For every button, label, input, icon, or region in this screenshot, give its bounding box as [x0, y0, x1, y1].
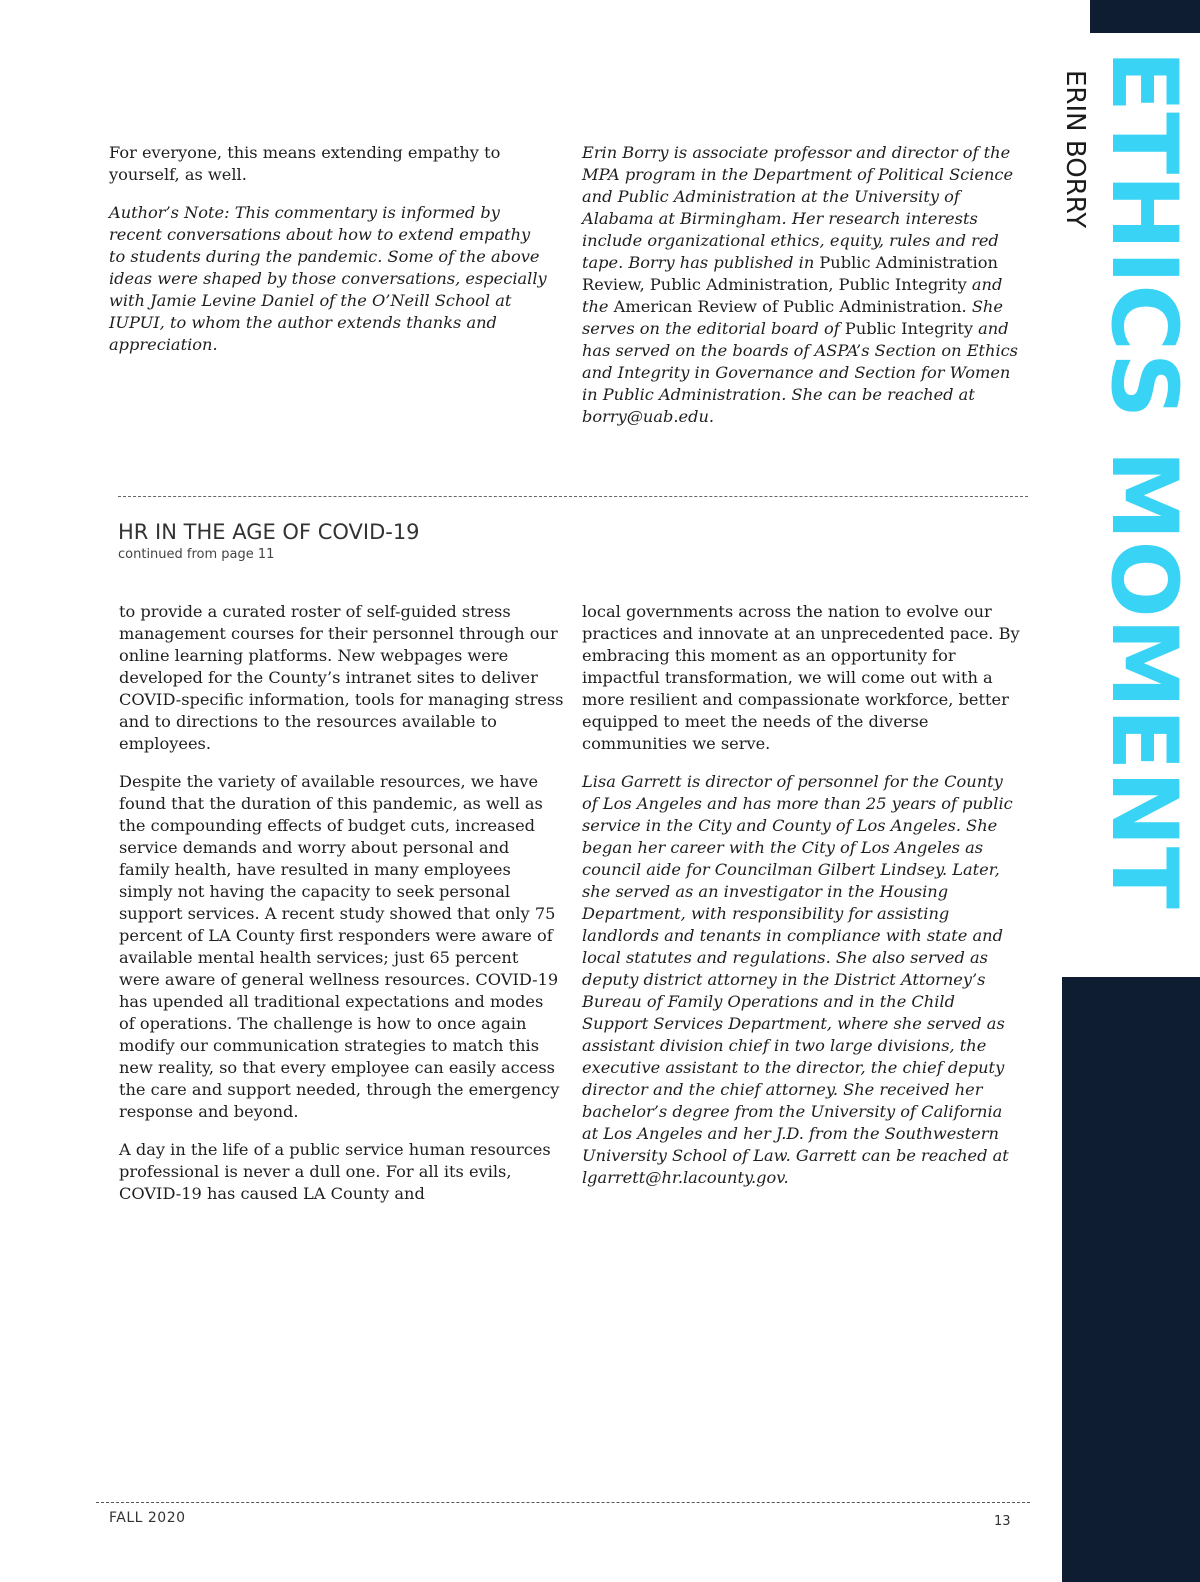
article-paragraph: local governments across the nation to evolve our practices and innovate at an unprecedented pace. By embracing this moment as an opportunity for impactful transformation, we will come out with a more resilient and compassionate workforce, better equipped to meet the needs of the diverse communities we serve.	[582, 602, 1020, 753]
bio-text: and the	[582, 275, 1003, 316]
top-left-column	[109, 142, 549, 372]
continued-from-note: continued from page 11	[118, 547, 275, 562]
article-paragraph: to provide a curated roster of self-guided stress management courses for their personnel through our online learning platforms. New webpages were developed for the County’s intranet sites to deliver COVID-specific information, tools for managing stress and to directions to the resources available to employees.	[119, 602, 564, 753]
authors-note: Author’s Note: This commentary is informed by recent conversations about how to extend empathy to students during the pandemic. Some of the above ideas were shaped by those conversations, especially with Jamie Levine Daniel of the O’Neill School at IUPUI, to whom the author extends thanks and appreciation.	[109, 203, 547, 354]
section-title: ETHICS MOMENT	[1091, 50, 1196, 909]
footer-issue: FALL 2020	[109, 1510, 186, 1526]
author-bio-garrett: Lisa Garrett is director of personnel for the County of Los Angeles and has more than 25 years of public service in the City and County of Los Angeles. She began her career with the City of Los Angeles as council aide for Councilman Gilbert Lindsey. Later, she served as an investigator in the Housing Department, with responsibility for assisting landlords and tenants in compliance with state and local statutes and regulations. She also served as deputy district attorney in the District Attorney’s Bureau of Family Operations and in the Child Support Services Department, where she served as assistant division chief in two large divisions, the executive assistant to the director, the chief deputy director and the chief attorney. She received her bachelor’s degree from the University of California at Los Angeles and her J.D. from the Southwestern University School of Law. Garrett can be reached at lgarrett@hr.lacounty.gov.	[582, 772, 1013, 1187]
bio-text: and has served on the boards of ASPA’s Section on Ethics and Integrity in Governance and Section for Women in Public Administration. She can be reached at borry@uab.edu.	[582, 319, 1018, 426]
article-left-column	[119, 601, 564, 1221]
journal-title: Public Integrity	[844, 319, 973, 338]
section-divider	[118, 496, 1028, 497]
journal-title: Public Administration Review, Public Administration, Public Integrity	[582, 253, 998, 294]
article-paragraph: A day in the life of a public service human resources professional is never a dull one. For all its evils, COVID-19 has caused LA County and	[119, 1140, 551, 1203]
journal-title: American Review of Public Administration.	[613, 297, 967, 316]
bio-text: Erin Borry is associate professor and director of the MPA program in the Department of Political Science and Public Administration at the University of Alabama at Birmingham. Her research interests include organizational ethics, equity, rules and red tape. Borry has published in	[582, 143, 1014, 272]
page-number: 13	[994, 1514, 1011, 1529]
closing-paragraph: For everyone, this means extending empathy to yourself, as well.	[109, 143, 501, 184]
article-right-column	[582, 601, 1022, 1205]
navy-sidebar-block	[1062, 977, 1200, 1582]
navy-header-block	[1090, 0, 1200, 33]
bio-text: She serves on the editorial board of	[582, 297, 1003, 338]
author-bio-borry	[582, 142, 1022, 444]
footer-rule	[96, 1502, 1030, 1503]
article-paragraph: Despite the variety of available resources, we have found that the duration of this pandemic, as well as the compounding effects of budget cuts, increased service demands and worry about personal and family health, have resulted in many employees simply not having the capacity to seek personal support services. A recent study showed that only 75 percent of LA County first responders were aware of available mental health services; just 65 percent were aware of general wellness resources. COVID-19 has upended all traditional expectations and modes of operations. The challenge is how to once again modify our communication strategies to match this new reality, so that every employee can easily access the care and support needed, through the emergency response and beyond.	[119, 772, 560, 1121]
author-name: ERIN BORRY	[1060, 70, 1090, 229]
continued-article-title: HR IN THE AGE OF COVID-19	[118, 520, 420, 544]
